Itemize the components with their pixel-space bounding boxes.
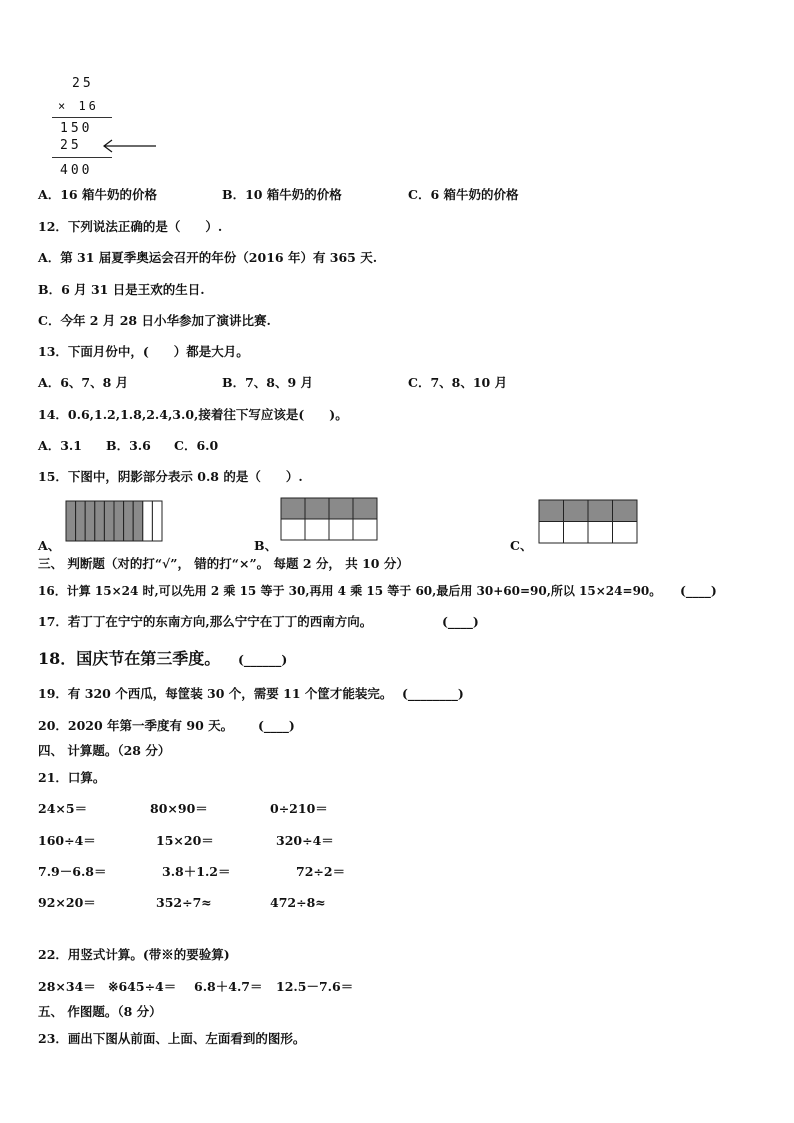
q16-text: 16．计算 15×24 时,可以先用 2 乘 15 等于 30,再用 4 乘 15 等于 60,最后用 30+60=90,所以 15×24=90。 — [38, 584, 662, 598]
q18-blank: (______) — [238, 652, 288, 667]
q22-item-3: 6.8＋4.7＝ — [194, 979, 263, 994]
figure-a-strip — [95, 501, 105, 541]
figure-a-strip — [104, 501, 114, 541]
q21-r1-c2: 320÷4＝ — [276, 833, 334, 848]
q21-r2-c0: 7.9－6.8＝ — [38, 864, 107, 879]
figure-a-strip — [133, 501, 143, 541]
q22-item-2: ※645÷4＝ — [108, 979, 177, 994]
figure-b-cell — [329, 498, 353, 519]
figure-c-cell — [564, 522, 589, 544]
q18-text: 18．国庆节在第三季度。 — [38, 649, 221, 668]
q12-option-b: B．6 月 31 日是王欢的生日. — [38, 282, 205, 297]
mult-row-1: 25 — [72, 76, 94, 91]
q21-r0-c1: 80×90＝ — [150, 801, 208, 816]
q15-figure-c — [538, 499, 640, 545]
q21-r1-c1: 15×20＝ — [156, 833, 214, 848]
q22-item-4: 12.5－7.6＝ — [276, 979, 354, 994]
q12-option-a: A．第 31 届夏季奥运会召开的年份（2016 年）有 365 天. — [38, 250, 378, 265]
q16-blank: (____) — [680, 583, 717, 598]
q21-r2-c1: 3.8＋1.2＝ — [162, 864, 231, 879]
q21-r3-c1: 352÷7≈ — [156, 895, 212, 910]
figure-c-cell — [588, 522, 613, 544]
q13-option-b: B．7、8、9 月 — [222, 375, 314, 390]
figure-c-cell — [539, 500, 564, 522]
q15-label-c: C、 — [510, 538, 533, 553]
q21-r0-c2: 0÷210＝ — [270, 801, 328, 816]
figure-b-cell — [281, 498, 305, 519]
q14-option-b: B．3.6 — [106, 438, 151, 453]
figure-a-strip — [114, 501, 124, 541]
mult-line-2 — [52, 157, 112, 158]
figure-b-cell — [353, 519, 377, 540]
q12-option-c: C．今年 2 月 28 日小华参加了演讲比赛. — [38, 313, 271, 328]
mult-row-3: 150 — [60, 121, 93, 136]
q21-r2-c2: 72÷2＝ — [296, 864, 346, 879]
mult-line-1 — [52, 117, 112, 118]
q15-figure-a — [65, 500, 165, 544]
q17-blank: (____) — [442, 614, 479, 629]
mult-row-5: 400 — [60, 163, 93, 178]
q12-stem: 12．下列说法正确的是（ ）. — [38, 219, 223, 234]
q14-option-c: C．6.0 — [174, 438, 219, 453]
figure-b-cell — [305, 519, 329, 540]
q14-option-a: A．3.1 — [38, 438, 82, 453]
figure-a-strip — [143, 501, 153, 541]
section-3-heading: 三、 判断题（对的打“√”， 错的打“×”。 每题 2 分， 共 10 分） — [38, 556, 409, 571]
figure-b-cell — [329, 519, 353, 540]
q15-figure-b — [280, 497, 380, 543]
figure-c-cell — [539, 522, 564, 544]
q15-label-a: A、 — [38, 538, 61, 553]
q20-blank: (____) — [258, 718, 295, 733]
q15-label-b: B、 — [254, 538, 278, 553]
mult-row-2: × 16 — [58, 99, 99, 113]
figure-c-cell — [588, 500, 613, 522]
q19-text: 19．有 320 个西瓜，每筐装 30 个，需要 11 个筐才能装完。 — [38, 686, 393, 701]
q14-stem: 14．0.6,1.2,1.8,2.4,3.0,接着往下写应该是( )。 — [38, 407, 348, 422]
figure-a-strip — [85, 501, 95, 541]
figure-b-cell — [305, 498, 329, 519]
q19-blank: (________) — [402, 686, 464, 701]
figure-a-strip — [76, 501, 86, 541]
figure-a-strip — [66, 501, 76, 541]
q17-text: 17．若丁丁在宁宁的东南方向,那么宁宁在丁丁的西南方向。 — [38, 614, 373, 629]
q23-stem: 23．画出下图从前面、上面、左面看到的图形。 — [38, 1031, 306, 1046]
q21-r3-c2: 472÷8≈ — [270, 895, 326, 910]
figure-a-strip — [152, 501, 162, 541]
section-4-heading: 四、 计算题。（28 分） — [38, 743, 171, 758]
q21-stem: 21．口算。 — [38, 770, 106, 785]
mult-row-4: 25 — [60, 138, 82, 153]
q13-option-c: C．7、8、10 月 — [408, 375, 508, 390]
figure-c-cell — [613, 522, 638, 544]
section-5-heading: 五、 作图题。（8 分） — [38, 1004, 162, 1019]
q22-item-1: 28×34＝ — [38, 979, 96, 994]
figure-c-cell — [564, 500, 589, 522]
q21-r0-c0: 24×5＝ — [38, 801, 88, 816]
q21-r1-c0: 160÷4＝ — [38, 833, 96, 848]
q15-stem: 15．下图中，阴影部分表示 0.8 的是（ ）. — [38, 469, 303, 484]
figure-b-cell — [281, 519, 305, 540]
figure-c-cell — [613, 500, 638, 522]
q13-stem: 13．下面月份中，( ）都是大月。 — [38, 344, 249, 359]
q11-option-b: B．10 箱牛奶的价格 — [222, 187, 342, 202]
q20-text: 20．2020 年第一季度有 90 天。 — [38, 718, 234, 733]
figure-a-strip — [124, 501, 134, 541]
q11-option-c: C．6 箱牛奶的价格 — [408, 187, 519, 202]
q11-option-a: A．16 箱牛奶的价格 — [38, 187, 157, 202]
arrow-left-icon — [100, 138, 160, 154]
q22-stem: 22．用竖式计算。(带※的要验算) — [38, 947, 230, 962]
figure-b-cell — [353, 498, 377, 519]
q13-option-a: A．6、7、8 月 — [38, 375, 129, 390]
q21-r3-c0: 92×20＝ — [38, 895, 96, 910]
